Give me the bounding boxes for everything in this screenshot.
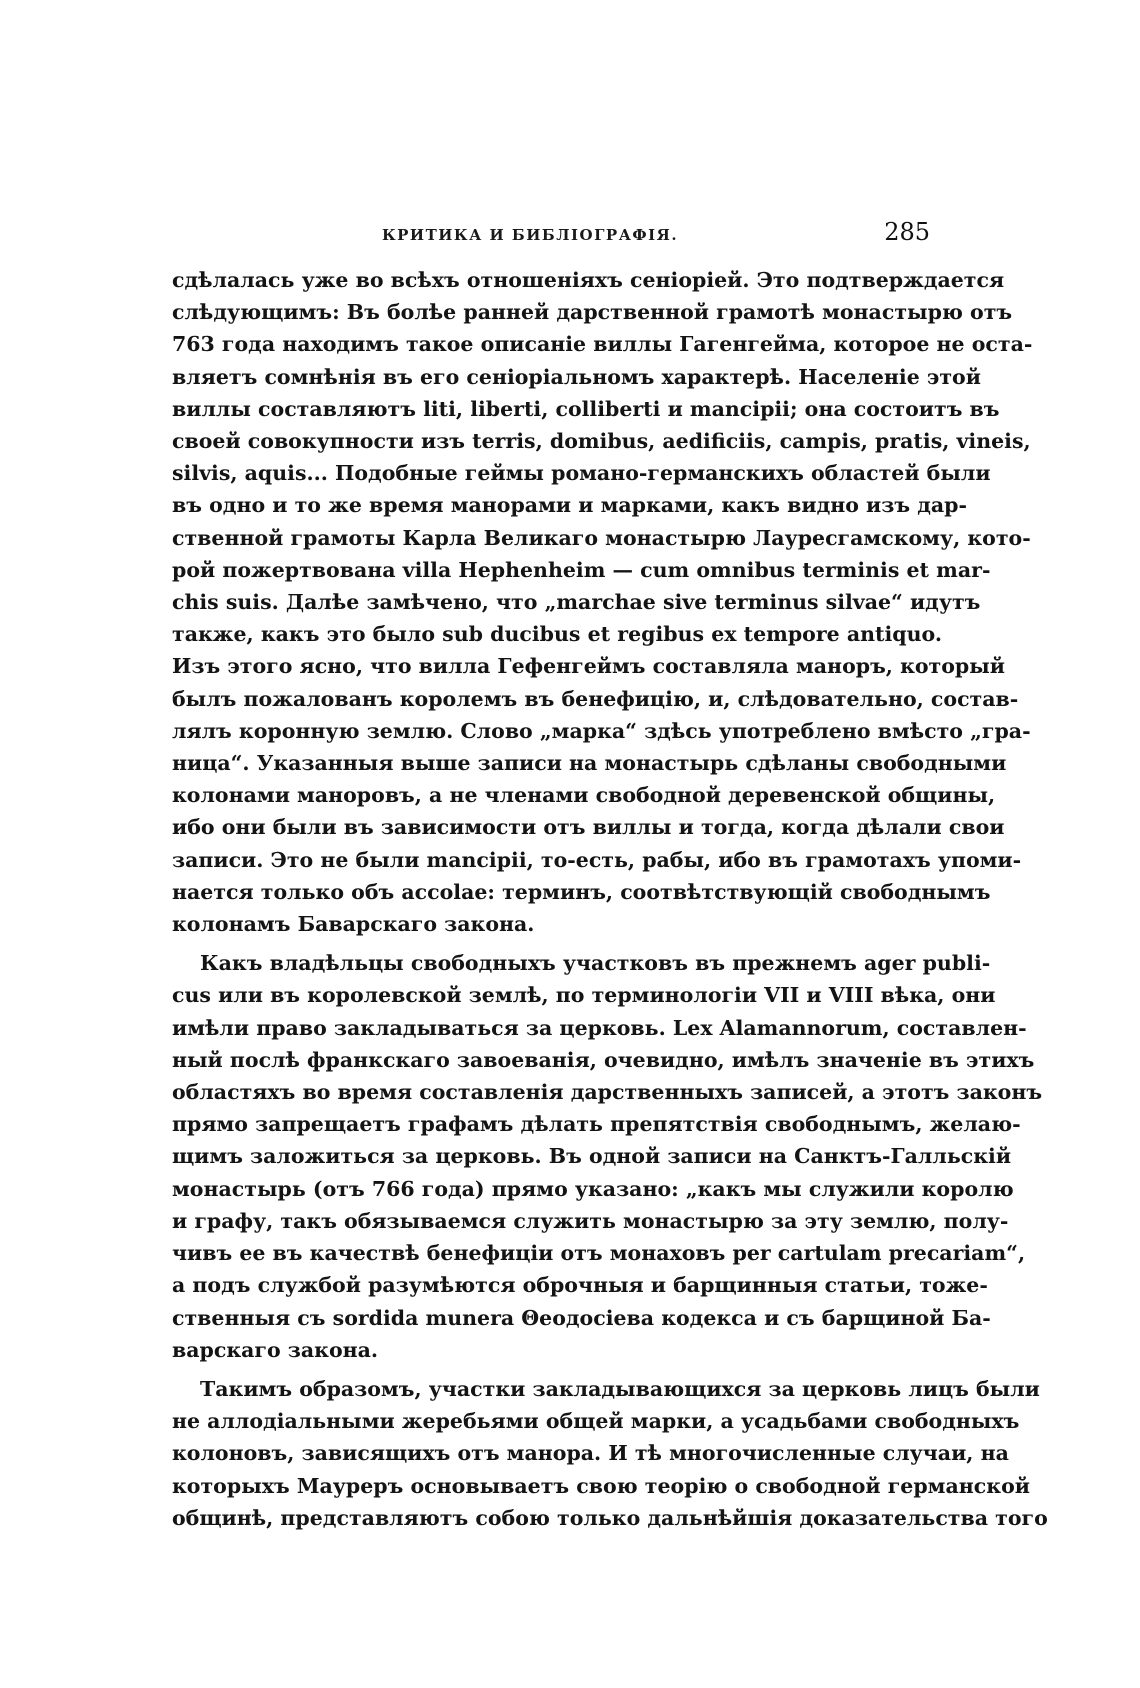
- text-line: cus или въ королевской землѣ, по терминологіи VII и VIII вѣка, они: [172, 983, 996, 1008]
- text-line: виллы составляютъ liti, liberti, colliberti и mancipii; она состоитъ въ: [172, 396, 1000, 421]
- paragraph-gap: [172, 1366, 942, 1373]
- text-line: сдѣлалась уже во всѣхъ отношеніяхъ сеніоріей. Это подтверждается: [172, 268, 1005, 292]
- text-line: варскаго закона.: [172, 1337, 379, 1362]
- page-number: 285: [884, 218, 930, 246]
- text-line: ственной грамоты Карла Великаго монастырю Лауресгамскому, кото-: [172, 525, 1031, 550]
- text-line: которыхъ Мауреръ основываетъ свою теорію о свободной германской: [172, 1473, 1030, 1498]
- text-line: чивъ ее въ качествѣ бенефиціи отъ монаховъ per cartulam precariam“,: [172, 1241, 1026, 1266]
- text-line: областяхъ во время составленія дарственныхъ записей, а этотъ законъ: [172, 1080, 1043, 1105]
- paragraph: [172, 264, 1033, 940]
- text-line: chis suis. Далѣе замѣчено, что „marchae sive terminus silvae“ идутъ: [172, 590, 981, 615]
- text-line: Какъ владѣльцы свободныхъ участковъ въ прежнемъ ager publi-: [200, 951, 991, 976]
- text-line: нается только объ accolae: терминъ, соотвѣтствующій свободнымъ: [172, 879, 991, 904]
- paragraph: [172, 947, 1043, 1366]
- text-line: колонамъ Баварскаго закона.: [172, 912, 535, 937]
- paragraph-gap: [172, 940, 942, 947]
- text-line: колонами маноровъ, а не членами свободной деревенской общины,: [172, 783, 996, 808]
- text-line: лялъ коронную землю. Слово „марка“ здѣсь употреблено вмѣсто „гра-: [172, 718, 1031, 743]
- text-line: былъ пожалованъ королемъ въ бенефицію, и, слѣдовательно, состав-: [172, 686, 1019, 711]
- text-line: рой пожертвована villa Hephenheim — cum omnibus terminis et mar-: [172, 557, 991, 582]
- text-line: silvis, aquis... Подобные геймы романо-германскихъ областей были: [172, 461, 991, 486]
- text-line: ибо они были въ зависимости отъ виллы и тогда, когда дѣлали свои: [172, 815, 1005, 840]
- text-line: Такимъ образомъ, участки закладывающихся за церковь лицъ были: [200, 1376, 1040, 1401]
- text-line: слѣдующимъ: Въ болѣе ранней дарственной грамотѣ монастырю отъ: [172, 300, 1013, 325]
- text-line: а подъ службой разумѣются оброчныя и барщинныя статьи, тоже-: [172, 1273, 988, 1298]
- text-line: въ одно и то же время манорами и марками, какъ видно изъ дар-: [172, 493, 967, 518]
- text-line: записи. Это не были mancipii, то-есть, рабы, ибо въ грамотахъ упоми-: [172, 847, 1022, 872]
- text-line: вляетъ сомнѣнія въ его сеніоріальномъ характерѣ. Населеніе этой: [172, 364, 981, 389]
- text-line: не аллодіальными жеребьями общей марки, а усадьбами свободныхъ: [172, 1409, 1020, 1434]
- text-line: общинѣ, представляютъ собою только дальнѣйшія доказательства того: [172, 1505, 1048, 1530]
- text-line: щимъ заложиться за церковь. Въ одной записи на Санктъ-Галльскій: [172, 1144, 1012, 1169]
- text-line: и графу, такъ обязываемся служить монастырю за эту землю, полу-: [172, 1208, 1009, 1233]
- text-line: ница“. Указанныя выше записи на монастырь сдѣланы свободными: [172, 751, 1007, 776]
- text-line: имѣли право закладываться за церковь. Lex Alamannorum, составлен-: [172, 1015, 1027, 1040]
- body-text: [172, 264, 1048, 1534]
- text-line: своей совокупности изъ terris, domibus, aedificiis, campis, pratis, vineis,: [172, 429, 1031, 454]
- text-line: монастырь (отъ 766 года) прямо указано: „какъ мы служили королю: [172, 1176, 1014, 1201]
- text-line: Изъ этого ясно, что вилла Гефенгеймъ составляла маноръ, который: [172, 654, 1006, 679]
- text-line: также, какъ это было sub ducibus et regibus ex tempore antiquo.: [172, 622, 942, 647]
- text-line: ный послѣ франкскаго завоеванія, очевидно, имѣлъ значеніе въ этихъ: [172, 1047, 1035, 1072]
- paragraph: [172, 1373, 1048, 1534]
- text-line: ственныя съ sordida munera Θеодосіева кодекса и съ барщиной Ба-: [172, 1305, 991, 1330]
- page-header: [172, 218, 938, 258]
- text-line: колоновъ, зависящихъ отъ манора. И тѣ многочисленные случаи, на: [172, 1441, 1009, 1466]
- text-line: 763 года находимъ такое описаніе виллы Гагенгейма, которое не оста-: [172, 332, 1033, 357]
- text-line: прямо запрещаетъ графамъ дѣлать препятствія свободнымъ, желаю-: [172, 1112, 1021, 1137]
- running-head: КРИТИКА И БИБЛІОГРАФІЯ.: [382, 226, 679, 244]
